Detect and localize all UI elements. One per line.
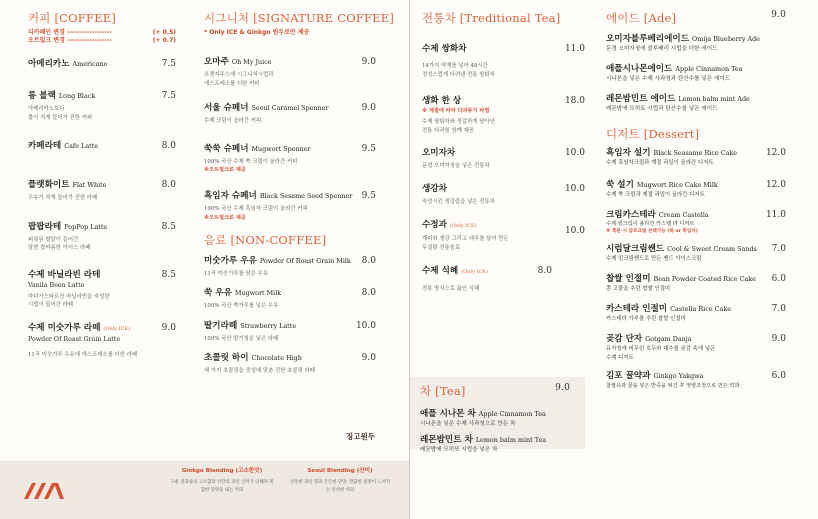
menu-item-tea-set: 생화 한 상 18.0 ※ 계절에 따라 다과류가 바뀜 수제 쌍화차와 정갈하게 담아낸 전통 다과를 함께 제공	[422, 96, 585, 134]
item-price: 12.0	[765, 148, 786, 158]
item-desc: 문경 오미자청을 넣은 전통차	[422, 163, 490, 169]
ade-title: 에이드 [Ade]	[606, 11, 677, 25]
item-price: 10.0	[564, 226, 585, 236]
cha-price: 9.0	[555, 383, 570, 393]
menu-item-mugwort-cake: 쑥 설기 Mugwort Rice Cake Milk 12.0 수제 쑥 크림과 계절 과일이 올라간 디저트	[606, 180, 786, 198]
ade-price: 9.0	[771, 10, 786, 20]
item-desc: 세 가지 초콜릿을 중성에 맞춘 진한 초콜릿 라떼	[204, 368, 315, 374]
menu-item-vanilla-latte: 수제 바닐라빈 라테 8.5 Vanila Been Latte 마다가스타르산 바닐라빈을 숙성한 시럽이 들어간 라떼	[28, 269, 176, 308]
menu-item-injeolmi: 찹쌀 인절미 Bean Powder Coated Rice Cake 6.0 쫑 고물을 추린 찹쌀 인절미	[606, 274, 786, 292]
ade-section	[606, 10, 786, 391]
menu-item-sujeonggwa: 수정과 (Only ICE) 10.0 계피와 생강 그리고 대추를 달여 만든 무설탕 전통음료	[422, 220, 585, 251]
menu-item-americano: 아메리카노 Americano 7.5	[28, 59, 176, 69]
cha-section	[410, 377, 585, 453]
item-desc: 14가지 약재를 넣어 48시간 정성스럽게 다려낸 전통 쌍화차	[422, 63, 495, 78]
menu-item-grain-milk: 미숫가루 우유 Powder Of Roast Grain Milk 8.0 11곡 미숫가루를 담은 우유	[204, 255, 376, 277]
cha-title: 차 [Tea]	[420, 384, 466, 398]
item-price: 7.0	[771, 304, 786, 314]
menu-item-castella-injeolmi: 카스테라 인절미 Castella Rice Cake 7.0 카스테라 가루를 추린 찹쌀 인절미	[606, 304, 786, 322]
item-desc: 우유가 적게 들어가 진한 라떼	[28, 195, 98, 201]
menu-item-sikhye: 수제 식혜 (Only ICE) 8.0 전통 방식으로 끓인 식혜	[422, 266, 552, 292]
menu-item-mugwort-spenner: 쑥쑥 슈페너 Mugwort Spenner 9.5 100% 국산 수제 쑥 크림이 올라간 커피 ※오트밀크로 제공	[204, 143, 376, 173]
item-desc: 100% 국산 쑥가루를 넣은 우유	[204, 303, 279, 309]
signature-section	[204, 10, 395, 376]
footer-band	[0, 461, 409, 519]
item-price: 8.5	[161, 221, 176, 232]
item-price: 10.0	[564, 183, 585, 194]
cha-header	[420, 383, 570, 399]
coffee-section	[28, 10, 176, 359]
item-desc: 수제 크림이 올라간 커피	[204, 118, 262, 124]
item-price: 8.0	[161, 141, 176, 151]
item-desc: 100% 국산 수제 흑임자 크림이 올라간 커피	[204, 206, 308, 212]
menu-item-black-sesame-cake: 흑임자 설기 Black Seasame Rice Cake 12.0 수제 흑임자크림과 계절 과일이 올라간 디저트	[606, 148, 786, 166]
menu-item-omija-blueberry-ade: 오미자블루베리에이드 Omija Blueberry Ade 문경 오미자청에 블루베리 시럽을 더한 에이드	[606, 34, 760, 52]
seoul-blending-info: Seoul Blending (산미) 산뜻한 과일 향과 은은한 단맛, 깔끔한 뒷맛이 느껴지는 신선한 커피	[289, 468, 391, 493]
item-price: 6.0	[771, 274, 786, 284]
menu-item-lemon-balm-tea: 레몬밤민트 차 Lemon balm mint Tea 레몬밤에 모히또 시럽을 넣은 차	[420, 435, 547, 453]
brand-label: 징고원두	[346, 432, 375, 441]
oatmilk-note: ※오트밀크로 제공	[204, 214, 246, 221]
item-price: 9.0	[771, 334, 786, 344]
menu-item-poppop-latte: 팝팝라테 PopPop Latte 8.5 퍼핑된 쌀알이 들어간 달콤 쌉싸름한 아이스 라떼	[28, 221, 176, 251]
item-price: 11.0	[765, 210, 786, 220]
menu-item-apple-cinnamon-ade: 애플시나몬에이드 Apple Cinnamon Tea 시나몬을 넣은 수제 사과청과 탄산수를 넣은 에이드	[606, 64, 743, 82]
item-price: 10.0	[355, 320, 376, 331]
menu-item-strawberry-latte: 딸기라떼 Strawberry Latte 10.0 100% 국산 딸기청을 넣은 라떼	[204, 320, 376, 342]
menu-item-grain-latte: 수제 미숫가루 라떼 (Only ICE) 9.0 Powder Of Roast Grain Latte 11곡 미숫가루 우유에 에스프레소를 더한 라떼	[28, 322, 176, 358]
item-price: 9.5	[361, 143, 376, 154]
menu-item-ginger-tea: 생강차 10.0 숙성시킨 생강즙을 넣은 전통차	[422, 183, 585, 205]
item-price: 8.5	[161, 269, 176, 280]
item-desc: 오렌지주스에 시그니처시럽과 에스프레소를 더한 커피	[204, 72, 274, 87]
menu-item-chocolate-high: 초콜릿 하이 Chocolate High 9.0 세 가지 초콜릿을 중성에 맞춘 진한 초콜릿 라떼	[204, 353, 376, 374]
item-desc: 계피와 생강 그리고 대추를 달여 만든 무설탕 전통음료	[422, 236, 509, 251]
signature-note: * Only ICE & Ginkgo 원두로만 제공	[204, 29, 310, 36]
menu-item-yakgwa: 김포 꿀약과 Ginkgo Yakgwa 6.0 찹쌀유과 꿀을 넣은 반죽을 튀긴 후 엿병조청으로 만든 약과	[606, 371, 786, 389]
item-price: 9.0	[361, 103, 376, 113]
menu-item-ssanghwa-tea: 수제 쌍화차 11.0 14가지 약재를 넣어 48시간 정성스럽게 다려낸 전통 쌍화차	[422, 44, 585, 78]
menu-item-cream-sands: 시럼달크림쌘드 Cool & Sweet Cream Sands 7.0 수제 킹크림쌘드로 만든 쌘드 아이스크림	[606, 244, 786, 262]
item-price: 8.0	[537, 266, 552, 276]
item-price: 7.5	[161, 91, 176, 101]
item-desc: 100% 국산 수제 쑥 크림이 올라간 커피	[204, 158, 298, 165]
tea-title: 전통차 [Treditional Tea]	[422, 11, 561, 25]
menu-item-cafe-latte: 카페라테 Cafe Latte 8.0	[28, 141, 176, 151]
item-price: 7.0	[771, 244, 786, 254]
item-desc: 100% 국산 딸기청을 넣은 라떼	[204, 335, 279, 342]
item-price: 9.0	[361, 57, 376, 67]
menu-item-oh-my-juice: 오마주 Oh My Juice 9.0 오렌지주스에 시그니처시럽과 에스프레소를 더한 커피	[204, 57, 376, 87]
decaf-note: 디카페인 변경 ------------------ (+ 0.5)	[28, 29, 176, 36]
item-price: 18.0	[564, 96, 585, 106]
item-desc: 마다가스타르산 바닐라빈을 숙성한 시럽이 들어간 라떼	[28, 293, 110, 308]
noncoffee-title: 음료 [NON-COFFEE]	[204, 232, 327, 247]
item-price: 8.0	[361, 288, 376, 298]
menu-item-black-sesame-spenner: 흑임자 슈페너 Black Sesame Seed Spenner 9.5 100% 국산 수제 흑임자 크림이 올라간 커피 ※오트밀크로 제공	[204, 191, 376, 221]
item-price: 8.0	[161, 180, 176, 190]
item-price: 11.0	[564, 44, 585, 54]
item-desc: 숙성시킨 생강즙을 넣은 전통차	[422, 198, 495, 205]
item-price: 9.5	[361, 191, 376, 201]
tea-section	[422, 10, 585, 294]
ade-header	[606, 10, 786, 26]
menu-page-right	[410, 0, 818, 519]
dessert-title: 디저트 [Dessert]	[606, 127, 700, 141]
item-desc: 아메리카노보다 물이 적게 들어가 진한 커피	[28, 106, 93, 121]
item-price: 6.0	[771, 371, 786, 381]
item-price: 9.0	[161, 322, 176, 333]
oatmilk-note: ※오트밀크로 제공	[204, 167, 246, 173]
season-note: ※ 계절에 따라 다과류가 바뀜	[422, 108, 490, 114]
menu-item-seoul-spenner: 서울 슈페너 Seoul Caramel Spenner 9.0 수제 크림이 올라간 커피	[204, 103, 376, 124]
menu-item-apple-cinnamon-tea: 애플 시나몬 차 Apple Cinnamon Tea 시나몬을 넣은 수제 사과청으로 만든 차	[420, 409, 546, 427]
item-price: 12.0	[765, 180, 786, 190]
item-desc: 수제 쌍화차와 정갈하게 담아낸 전통 다과를 함께 제공	[422, 119, 495, 134]
item-price: 7.5	[161, 59, 176, 69]
menu-item-mugwort-milk: 쑥 우유 Mugwort Milk 8.0 100% 국산 쑥가루를 넣은 우유	[204, 288, 376, 309]
brand-logo-icon	[22, 479, 66, 501]
signature-title: 시그니처 [SIGNATURE COFFEE]	[204, 11, 395, 25]
item-desc: 11곡 미숫가루 우유에 에스프레소를 더한 라떼	[28, 351, 138, 358]
menu-item-omija-tea: 오미자차 10.0 문경 오미자청을 넣은 전통차	[422, 148, 585, 169]
menu-item-long-black: 롱 블랙 Long Black 7.5 아메리카노보다 물이 적게 들어가 진한 커피	[28, 91, 176, 121]
menu-item-flat-white: 플랫화이트 Flat White 8.0 우유가 적게 들어가 진한 라떼	[28, 180, 176, 201]
menu-item-cream-castella: 크림카스테라 Cream Castella 11.0 수제 킹크림이 올라간 카스텔 라 디저트 ※ 흑문 시 갈프크림 선택가능 (쑥 or 흑임자)	[606, 210, 786, 234]
menu-item-lemon-balm-ade: 레몬밤민트 에이드 Lemon balm mint Ade 레몬밤에 모히토 시럽과 탄산수를 넣은 에이드	[606, 94, 750, 112]
item-desc: 11곡 미숫가루를 담은 우유	[204, 270, 269, 277]
item-price: 10.0	[564, 148, 585, 158]
item-desc: 퍼핑된 쌀알이 들어간 달콤 쌉싸름한 아이스 라떼	[28, 236, 91, 251]
item-price: 8.0	[361, 255, 376, 266]
ginkgo-blending-info: Ginkgo Blending (고소한맛) 구운 견과류의 고소함과 약간의 과일 산미가 더해져 복합한 단맛을 내는 커피	[170, 468, 274, 493]
oatmilk-note: 오트밀크 변경 ------------------ (+ 0.7)	[28, 37, 176, 44]
item-price: 9.0	[361, 353, 376, 363]
coffee-title: 커피 [COFFEE]	[28, 11, 117, 25]
item-desc: 전통 방식으로 끓인 식혜	[422, 286, 480, 292]
menu-item-gotgam-danja: 곶감 단자 Gotgam Danja 9.0 유자청에 버무린 호두와 대추를 곶감 속에 넣은 수제 디저트	[606, 334, 786, 361]
